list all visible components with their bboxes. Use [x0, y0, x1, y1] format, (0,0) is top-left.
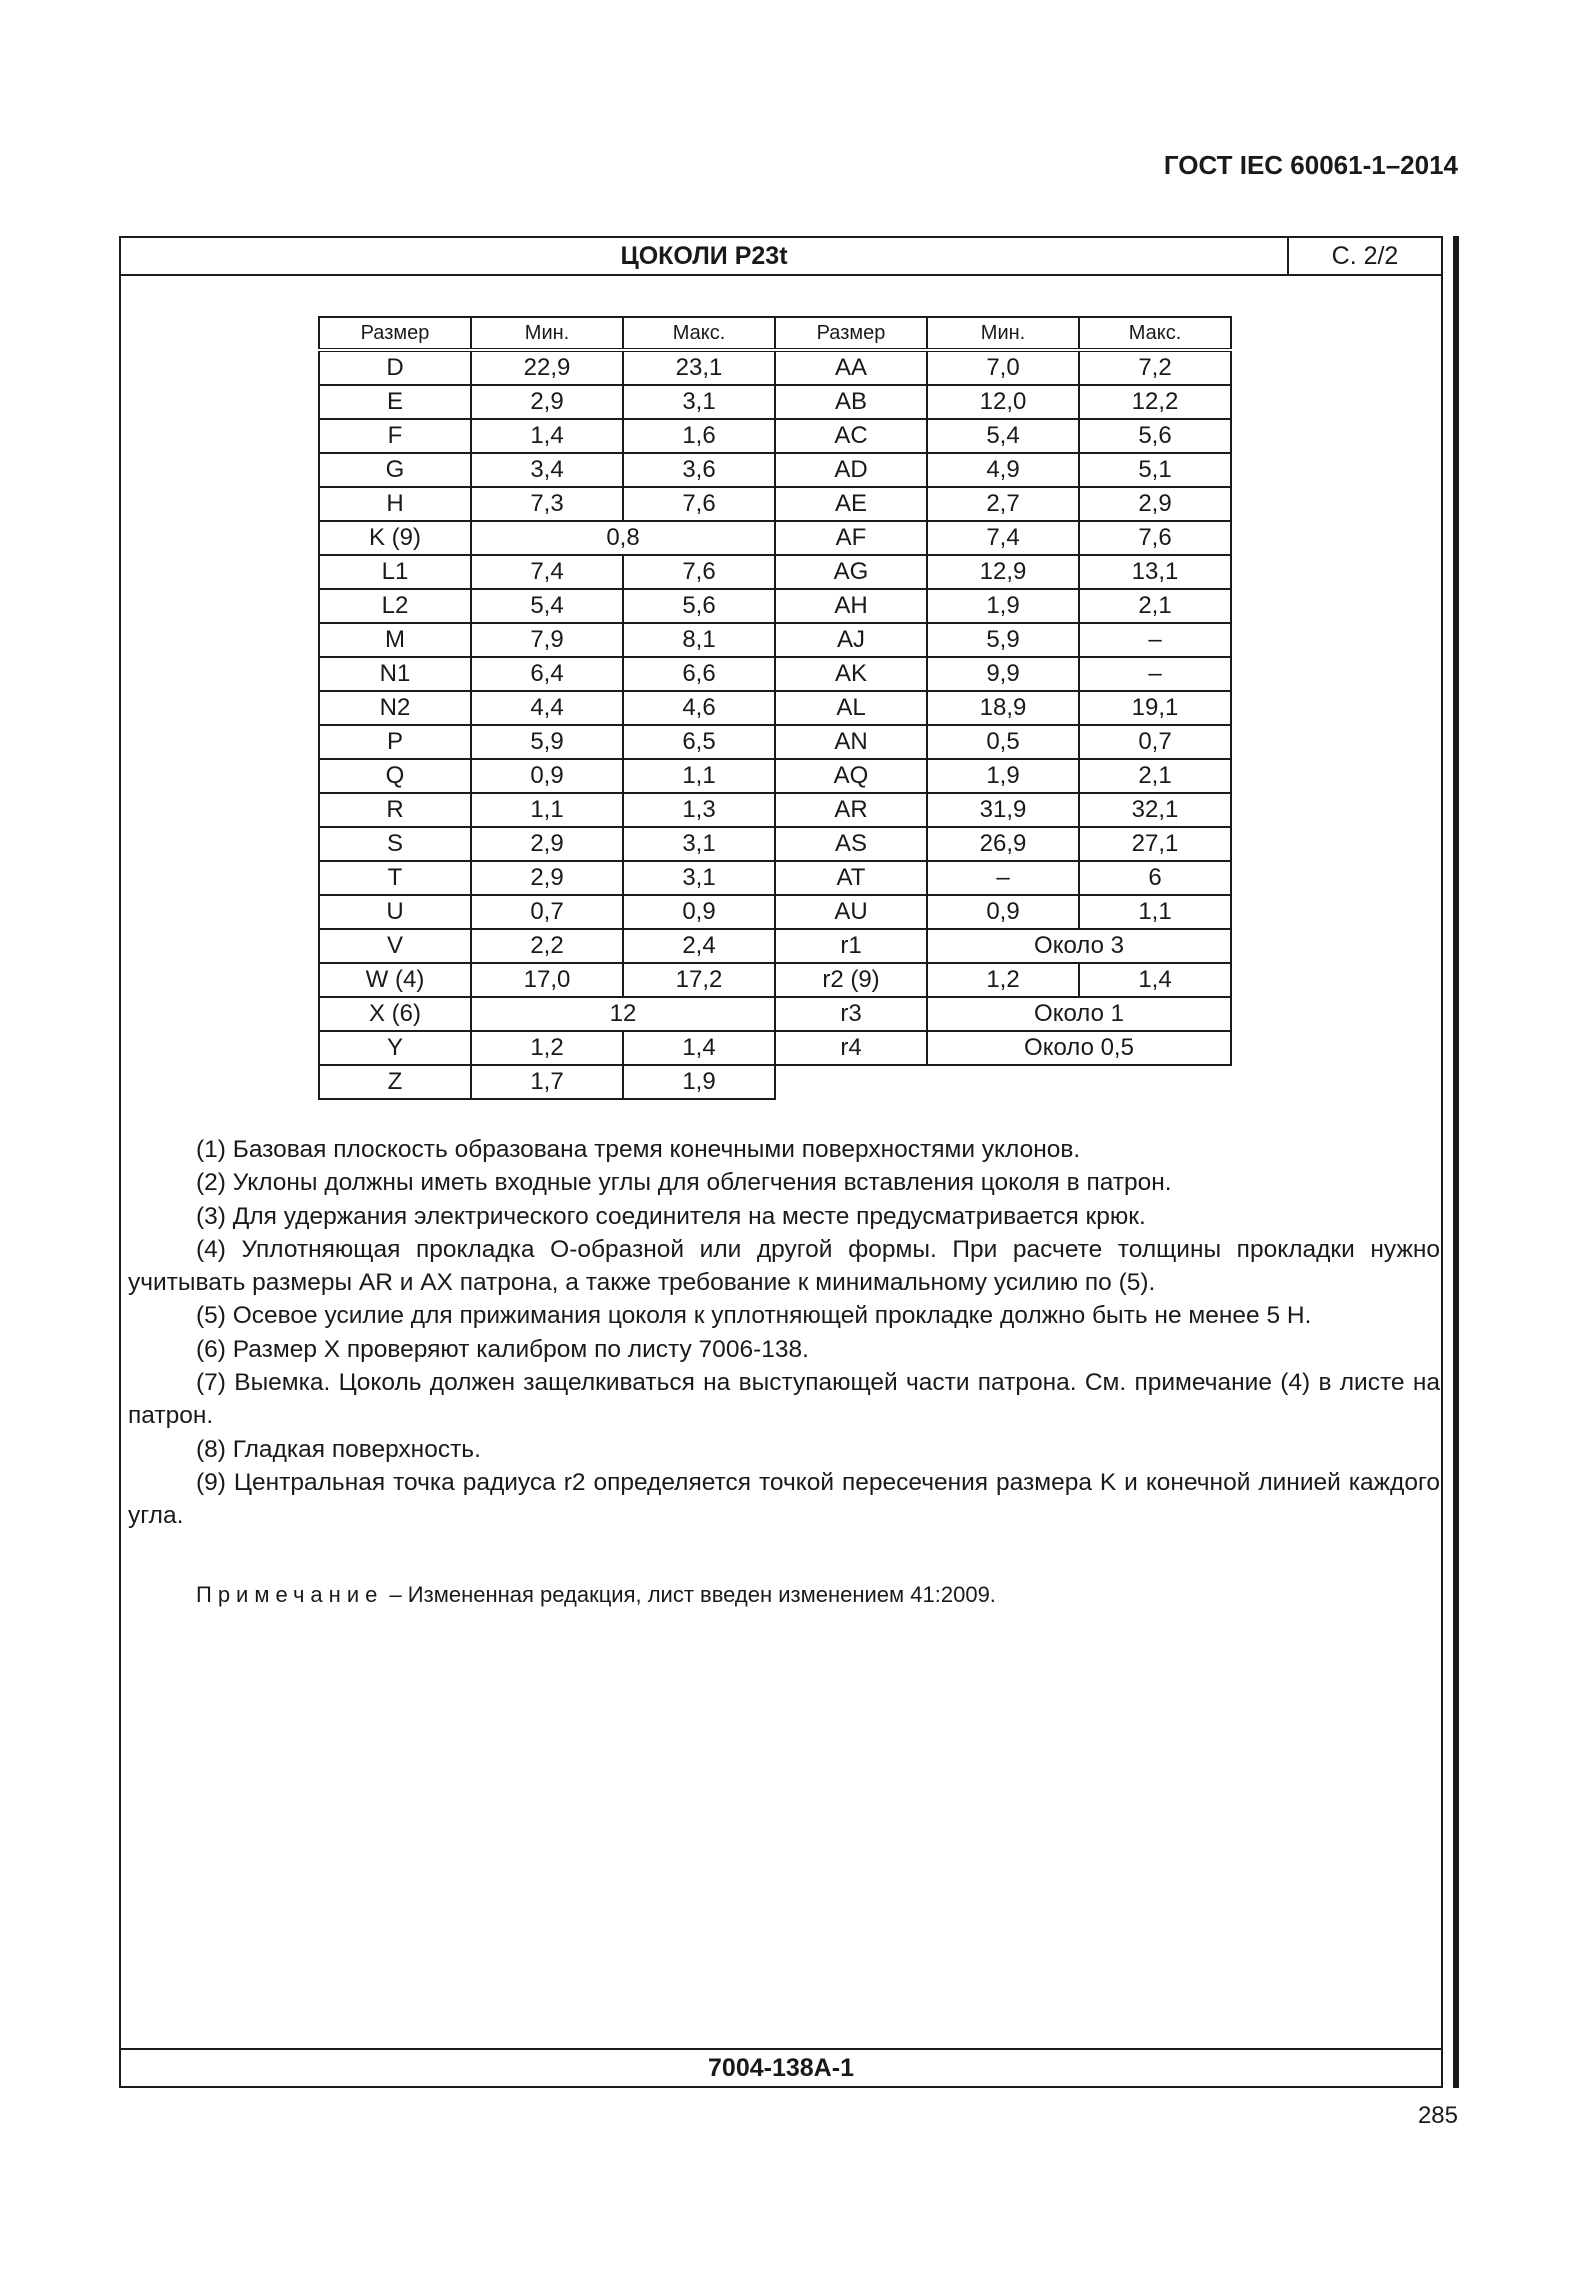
size-cell: Y	[319, 1031, 471, 1065]
min-cell: 1,2	[471, 1031, 623, 1065]
size-cell: AE	[775, 487, 927, 521]
size-cell: K (9)	[319, 521, 471, 555]
size-cell: AB	[775, 385, 927, 419]
size-cell: D	[319, 350, 471, 385]
sheet-header	[121, 238, 1441, 276]
min-cell: 0,5	[927, 725, 1079, 759]
max-cell: 8,1	[623, 623, 775, 657]
remark-text: – Измененная редакция, лист введен изменением 41:2009.	[383, 1582, 996, 1607]
note-item: (2) Уклоны должны иметь входные углы для облегчения вставления цоколя в патрон.	[196, 1169, 1172, 1197]
table-row	[319, 759, 1231, 793]
min-cell: 5,9	[927, 623, 1079, 657]
value-cell: Около 1	[927, 997, 1231, 1031]
min-cell: 1,9	[927, 759, 1079, 793]
size-cell: U	[319, 895, 471, 929]
table-row	[319, 827, 1231, 861]
value-cell: Около 3	[927, 929, 1231, 963]
max-cell: 27,1	[1079, 827, 1231, 861]
max-cell: 3,1	[623, 385, 775, 419]
sheet-page: С. 2/2	[1287, 238, 1441, 274]
min-cell: 4,9	[927, 453, 1079, 487]
size-cell: E	[319, 385, 471, 419]
min-cell: 2,9	[471, 861, 623, 895]
min-cell: 6,4	[471, 657, 623, 691]
size-cell: Z	[319, 1065, 471, 1099]
standard-designation: ГОСТ IEC 60061-1–2014	[1163, 150, 1458, 180]
table-row	[319, 419, 1231, 453]
table-row	[319, 521, 1231, 555]
min-cell: 7,4	[471, 555, 623, 589]
size-cell: N1	[319, 657, 471, 691]
size-cell: AL	[775, 691, 927, 725]
max-cell: –	[1079, 657, 1231, 691]
value-cell: 0,8	[471, 521, 775, 555]
note-item: (9) Центральная точка радиуса r2 определяется точкой пересечения размера K и конечной линией каждого угла.	[128, 1468, 1440, 1530]
max-cell: 6,6	[623, 657, 775, 691]
note-item: (1) Базовая плоскость образована тремя конечными поверхностями уклонов.	[196, 1136, 1081, 1163]
value-cell: 12	[471, 997, 775, 1031]
table-row	[319, 691, 1231, 725]
min-cell: 3,4	[471, 453, 623, 487]
size-cell: AC	[775, 419, 927, 453]
sheet-title: ЦОКОЛИ P23t	[620, 242, 788, 270]
size-cell: N2	[319, 691, 471, 725]
table-row	[319, 623, 1231, 657]
min-cell: 7,9	[471, 623, 623, 657]
note-item: (6) Размер X проверяют калибром по листу 7006-138.	[196, 1335, 809, 1363]
column-header: Размер	[775, 317, 927, 350]
min-cell: 2,9	[471, 827, 623, 861]
max-cell: 2,4	[623, 929, 775, 963]
note-item: (5) Осевое усилие для прижимания цоколя к уплотняющей прокладке должно быть не менее 5 Н.	[196, 1302, 1312, 1330]
min-cell: 7,3	[471, 487, 623, 521]
remark-label: Примечание	[196, 1582, 384, 1607]
size-cell: M	[319, 623, 471, 657]
size-cell: r4	[775, 1031, 927, 1065]
size-cell: r1	[775, 929, 927, 963]
min-cell: 18,9	[927, 691, 1079, 725]
size-cell: AT	[775, 861, 927, 895]
max-cell: 3,1	[623, 861, 775, 895]
max-cell: 3,6	[623, 453, 775, 487]
max-cell: 5,6	[1079, 419, 1231, 453]
max-cell: 6	[1079, 861, 1231, 895]
table-row	[319, 350, 1231, 385]
max-cell: 23,1	[623, 350, 775, 385]
size-cell: F	[319, 419, 471, 453]
max-cell: 1,1	[623, 759, 775, 793]
table-row	[319, 929, 1231, 963]
table-row	[319, 453, 1231, 487]
sheet-footer-code: 7004-138A-1	[121, 2048, 1441, 2086]
size-cell: AA	[775, 350, 927, 385]
min-cell: 0,7	[471, 895, 623, 929]
max-cell: 7,6	[623, 487, 775, 521]
size-cell: AK	[775, 657, 927, 691]
note-item: (3) Для удержания электрического соединителя на месте предусматривается крюк.	[196, 1202, 1146, 1230]
size-cell: V	[319, 929, 471, 963]
min-cell: 4,4	[471, 691, 623, 725]
empty-cell	[775, 1065, 1231, 1099]
size-cell: AQ	[775, 759, 927, 793]
size-cell: L2	[319, 589, 471, 623]
min-cell: 17,0	[471, 963, 623, 997]
table-row	[319, 725, 1231, 759]
size-cell: Q	[319, 759, 471, 793]
min-cell: 5,9	[471, 725, 623, 759]
table-row	[319, 555, 1231, 589]
min-cell: 26,9	[927, 827, 1079, 861]
size-cell: AU	[775, 895, 927, 929]
max-cell: 6,5	[623, 725, 775, 759]
table-row	[319, 1065, 1231, 1099]
column-header: Макс.	[623, 317, 775, 350]
min-cell: 1,7	[471, 1065, 623, 1099]
max-cell: 0,9	[623, 895, 775, 929]
size-cell: H	[319, 487, 471, 521]
size-cell: AG	[775, 555, 927, 589]
size-cell: AR	[775, 793, 927, 827]
size-cell: S	[319, 827, 471, 861]
table-row	[319, 963, 1231, 997]
table-header-row	[319, 317, 1231, 350]
max-cell: 19,1	[1079, 691, 1231, 725]
size-cell: W (4)	[319, 963, 471, 997]
min-cell: 2,7	[927, 487, 1079, 521]
table-row	[319, 793, 1231, 827]
max-cell: 13,1	[1079, 555, 1231, 589]
table-row	[319, 861, 1231, 895]
note-item: (4) Уплотняющая прокладка О-образной или другой формы. При расчете толщины прокладки нужно учитывать размеры AR и AX патрона, а также требование к минимальному усилию по (5).	[128, 1235, 1440, 1297]
max-cell: 12,2	[1079, 385, 1231, 419]
min-cell: 0,9	[471, 759, 623, 793]
min-cell: 22,9	[471, 350, 623, 385]
size-cell: AD	[775, 453, 927, 487]
min-cell: 9,9	[927, 657, 1079, 691]
min-cell: 7,0	[927, 350, 1079, 385]
min-cell: –	[927, 861, 1079, 895]
table-row	[319, 657, 1231, 691]
max-cell: 32,1	[1079, 793, 1231, 827]
size-cell: T	[319, 861, 471, 895]
remark	[196, 1582, 996, 1608]
max-cell: 2,9	[1079, 487, 1231, 521]
max-cell: 17,2	[623, 963, 775, 997]
min-cell: 1,1	[471, 793, 623, 827]
max-cell: 2,1	[1079, 759, 1231, 793]
size-cell: L1	[319, 555, 471, 589]
max-cell: 1,4	[623, 1031, 775, 1065]
note-item: (7) Выемка. Цоколь должен защелкиваться на выступающей части патрона. См. примечание (4) в листе на патрон.	[128, 1369, 1440, 1430]
column-header: Мин.	[927, 317, 1079, 350]
max-cell: 5,1	[1079, 453, 1231, 487]
table-row	[319, 589, 1231, 623]
min-cell: 2,2	[471, 929, 623, 963]
max-cell: 4,6	[623, 691, 775, 725]
min-cell: 7,4	[927, 521, 1079, 555]
size-cell: AF	[775, 521, 927, 555]
dimensions-table	[318, 316, 1232, 1100]
table-row	[319, 895, 1231, 929]
min-cell: 2,9	[471, 385, 623, 419]
max-cell: 1,4	[1079, 963, 1231, 997]
size-cell: G	[319, 453, 471, 487]
size-cell: X (6)	[319, 997, 471, 1031]
size-cell: r3	[775, 997, 927, 1031]
column-header: Мин.	[471, 317, 623, 350]
max-cell: 1,6	[623, 419, 775, 453]
min-cell: 5,4	[927, 419, 1079, 453]
page-number: 285	[1417, 2102, 1458, 2129]
min-cell: 0,9	[927, 895, 1079, 929]
min-cell: 31,9	[927, 793, 1079, 827]
size-cell: AH	[775, 589, 927, 623]
max-cell: 1,1	[1079, 895, 1231, 929]
column-header: Макс.	[1079, 317, 1231, 350]
column-header: Размер	[319, 317, 471, 350]
size-cell: R	[319, 793, 471, 827]
table-row	[319, 997, 1231, 1031]
max-cell: 7,2	[1079, 350, 1231, 385]
min-cell: 5,4	[471, 589, 623, 623]
max-cell: 0,7	[1079, 725, 1231, 759]
note-item: (8) Гладкая поверхность.	[196, 1435, 481, 1463]
max-cell: 2,1	[1079, 589, 1231, 623]
max-cell: 5,6	[623, 589, 775, 623]
max-cell: 7,6	[623, 555, 775, 589]
size-cell: AS	[775, 827, 927, 861]
max-cell: 1,3	[623, 793, 775, 827]
min-cell: 1,2	[927, 963, 1079, 997]
value-cell: Около 0,5	[927, 1031, 1231, 1065]
min-cell: 1,4	[471, 419, 623, 453]
size-cell: r2 (9)	[775, 963, 927, 997]
table-row	[319, 1031, 1231, 1065]
size-cell: AN	[775, 725, 927, 759]
table-row	[319, 385, 1231, 419]
table-row	[319, 487, 1231, 521]
max-cell: 7,6	[1079, 521, 1231, 555]
min-cell: 12,9	[927, 555, 1079, 589]
min-cell: 12,0	[927, 385, 1079, 419]
size-cell: AJ	[775, 623, 927, 657]
min-cell: 1,9	[927, 589, 1079, 623]
max-cell: 1,9	[623, 1065, 775, 1099]
max-cell: –	[1079, 623, 1231, 657]
max-cell: 3,1	[623, 827, 775, 861]
size-cell: P	[319, 725, 471, 759]
notes	[128, 1133, 1440, 1533]
frame-edge-bar	[1453, 236, 1459, 2088]
